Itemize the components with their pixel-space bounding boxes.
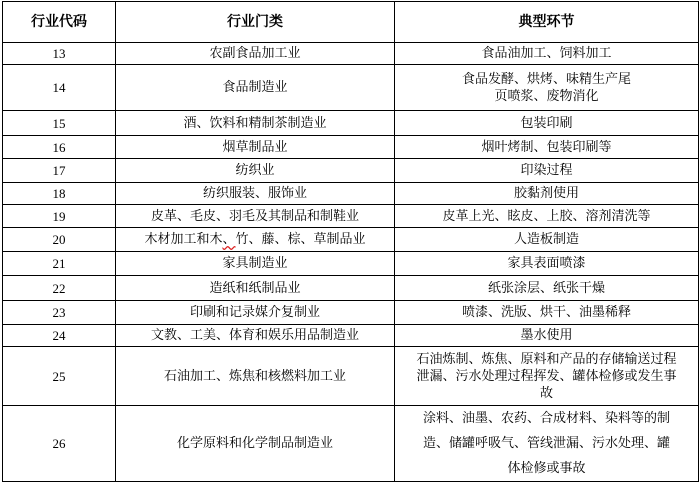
table-row (3, 183, 699, 205)
typical-process (395, 136, 699, 159)
process-line: 墨水使用 (520, 328, 573, 343)
table-row (3, 43, 699, 65)
industry-category: 纺织业 (116, 159, 395, 183)
process-line: 体检修或事故 (507, 461, 586, 476)
industry-code: 21 (3, 252, 116, 276)
industry-category: 文教、工美、体育和娱乐用品制造业 (116, 325, 395, 347)
process-line: 石油炼制、炼焦、原料和产品的存储输送过程 (416, 351, 677, 367)
category-part: 竹、藤、棕、草制品业 (235, 232, 366, 247)
typical-process (395, 406, 699, 482)
industry-code: 14 (3, 65, 116, 111)
industry-category: 造纸和纸制品业 (116, 276, 395, 301)
industry-code: 24 (3, 325, 116, 347)
table-row (3, 111, 699, 136)
typical-process (395, 347, 699, 406)
table-row (3, 136, 699, 159)
industry-category: 印刷和记录媒介复制业 (116, 301, 395, 325)
table-row (3, 205, 699, 228)
category-part-spellcheck: 、 (222, 232, 236, 247)
industry-code: 25 (3, 347, 116, 406)
process-line: 涂料、油墨、农药、合成材料、染料等的制 (422, 411, 670, 426)
industry-category: 农副食品加工业 (116, 43, 395, 65)
table-row (3, 159, 699, 183)
industry-category (116, 228, 395, 252)
industry-category: 烟草制品业 (116, 136, 395, 159)
process-line: 皮革上光、眩皮、上胶、溶剂清洗等 (442, 208, 651, 224)
industry-category: 皮革、毛皮、羽毛及其制品和制鞋业 (116, 205, 395, 228)
process-line: 印染过程 (520, 163, 573, 178)
industry-table (2, 1, 699, 482)
process-line: 家具表面喷漆 (507, 256, 586, 271)
industry-code: 26 (3, 406, 116, 482)
process-line: 食品油加工、饲料加工 (481, 46, 612, 61)
industry-category: 纺织服装、服饰业 (116, 183, 395, 205)
typical-process (395, 205, 699, 228)
table-row (3, 252, 699, 276)
table-row (3, 347, 699, 406)
industry-category: 酒、饮料和精制茶制造业 (116, 111, 395, 136)
industry-code: 20 (3, 228, 116, 252)
table-row (3, 228, 699, 252)
process-line: 胶黏剂使用 (513, 186, 579, 201)
industry-code: 23 (3, 301, 116, 325)
process-line: 食品发酵、烘烤、味精生产尾 (461, 71, 631, 87)
industry-category: 化学原料和化学制品制造业 (116, 406, 395, 482)
header-category: 行业门类 (116, 2, 395, 43)
industry-category: 石油加工、炼焦和核燃料加工业 (116, 347, 395, 406)
header-row (3, 2, 699, 43)
typical-process (395, 111, 699, 136)
typical-process (395, 183, 699, 205)
process-line: 造、储罐呼吸气、管线泄漏、污水处理、罐 (422, 436, 670, 451)
process-line: 包装印刷 (520, 115, 573, 131)
industry-category: 家具制造业 (116, 252, 395, 276)
industry-code: 22 (3, 276, 116, 301)
typical-process (395, 43, 699, 65)
header-process: 典型环节 (395, 2, 699, 43)
typical-process (395, 276, 699, 301)
industry-code: 18 (3, 183, 116, 205)
industry-code: 19 (3, 205, 116, 228)
table-row (3, 406, 699, 482)
process-line: 泄漏、污水处理过程挥发、罐体检修或发生事 (416, 368, 677, 384)
typical-process (395, 65, 699, 111)
industry-code: 15 (3, 111, 116, 136)
process-line: 纸张涂层、纸张干燥 (487, 280, 605, 296)
industry-code: 13 (3, 43, 116, 65)
typical-process (395, 325, 699, 347)
process-line: 烟叶烤制、包装印刷等 (481, 139, 612, 155)
category-part: 木材加工和木 (144, 232, 223, 247)
table-row (3, 325, 699, 347)
process-line: 喷漆、洗版、烘干、油墨稀释 (461, 305, 631, 320)
table-row (3, 65, 699, 111)
header-code: 行业代码 (3, 2, 116, 43)
table-row (3, 276, 699, 301)
process-line: 人造板制造 (513, 232, 579, 247)
industry-code: 16 (3, 136, 116, 159)
typical-process (395, 228, 699, 252)
industry-code: 17 (3, 159, 116, 183)
typical-process (395, 301, 699, 325)
process-line: 故 (539, 385, 553, 401)
industry-category: 食品制造业 (116, 65, 395, 111)
typical-process (395, 252, 699, 276)
typical-process (395, 159, 699, 183)
table-row (3, 301, 699, 325)
process-line: 页喷浆、废物消化 (494, 88, 599, 104)
